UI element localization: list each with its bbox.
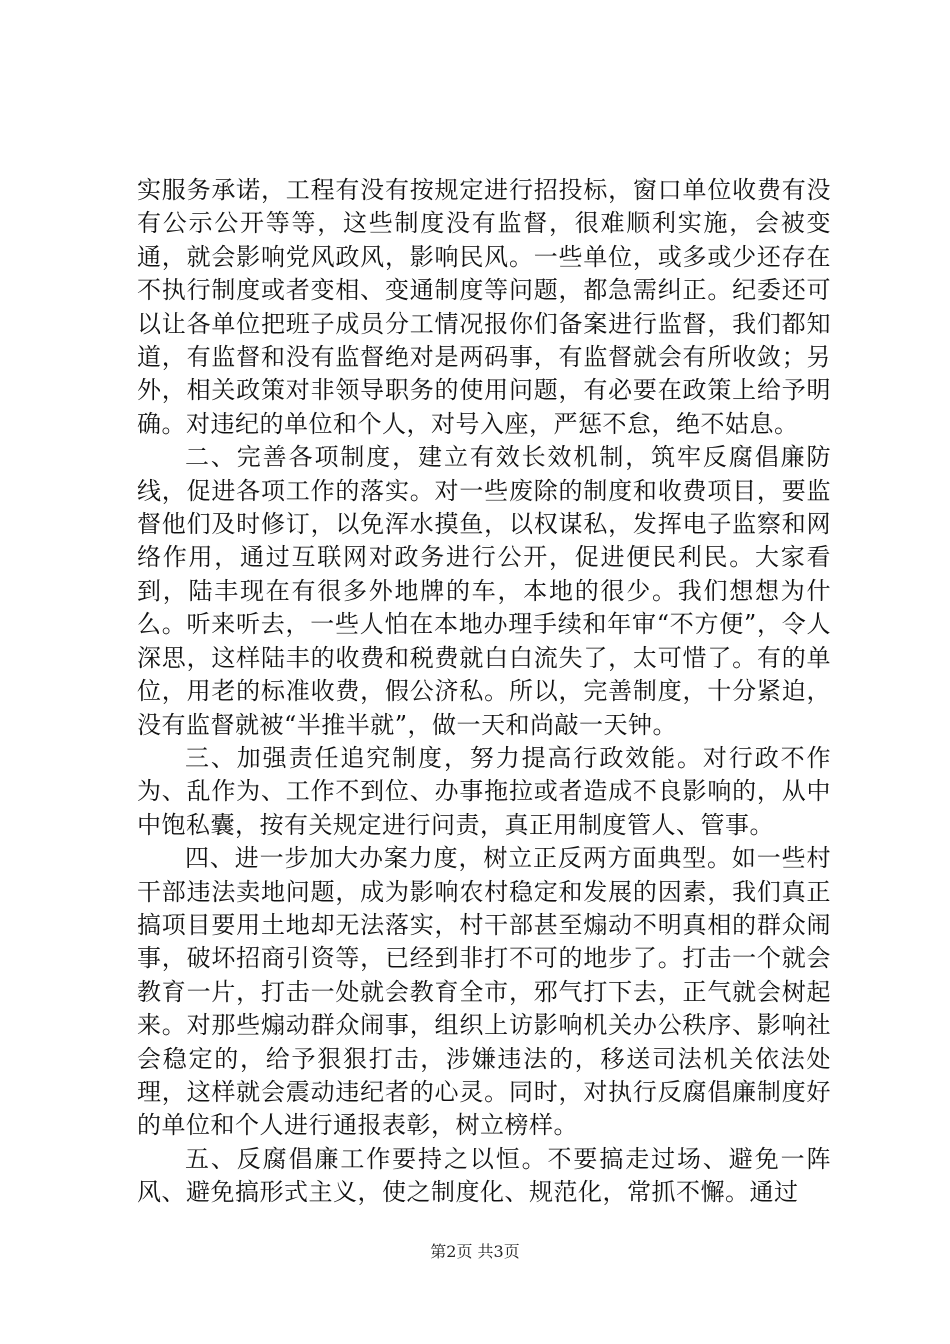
paragraph-section-3: 三、加强责任追究制度，努力提高行政效能。对行政不作为、乱作为、工作不到位、办事拖拉或者造成不良影响的，从中中饱私囊，按有关规定进行问责，真正用制度管人、管事。	[137, 743, 831, 839]
paragraph-section-4: 四、进一步加大办案力度，树立正反两方面典型。如一些村干部违法卖地问题，成为影响农村稳定和发展的因素，我们真正搞项目要用土地却无法落实，村干部甚至煽动不明真相的群众闹事，破坏招商引资等，已经到非打不可的地步了。打击一个就会教育一片，打击一处就会教育全市，邪气打下去，正气就会树起来。对那些煽动群众闹事，组织上访影响机关办公秩序、影响社会稳定的，给予狠狠打击，涉嫌违法的，移送司法机关依法处理，这样就会震动违纪者的心灵。同时，对执行反腐倡廉制度好的单位和个人进行通报表彰，树立榜样。	[137, 844, 831, 1140]
paragraph-section-2: 二、完善各项制度，建立有效长效机制，筑牢反腐倡廉防线，促进各项工作的落实。对一些废除的制度和收费项目，要监督他们及时修订，以免浑水摸鱼，以权谋私，发挥电子监察和网络作用，通过互联网对政务进行公开，促进便民利民。大家看到，陆丰现在有很多外地牌的车，本地的很少。我们想想为什么。听来听去，一些人怕在本地办理手续和年审“不方便”，令人深思，这样陆丰的收费和税费就白白流失了，太可惜了。有的单位，用老的标准收费，假公济私。所以，完善制度，十分紧迫，没有监督就被“半推半就”，做一天和尚敲一天钟。	[137, 443, 831, 739]
paragraph-section-5: 五、反腐倡廉工作要持之以恒。不要搞走过场、避免一阵风、避免搞形式主义，使之制度化、规范化，常抓不懈。通过	[137, 1144, 831, 1207]
document-body	[137, 174, 831, 1210]
paragraph-continued: 实服务承诺，工程有没有按规定进行招投标，窗口单位收费有没有公示公开等等，这些制度没有监督，很难顺利实施，会被变通，就会影响党风政风，影响民风。一些单位，或多或少还存在不执行制度或者变相、变通制度等问题，都急需纠正。纪委还可以让各单位把班子成员分工情况报你们备案进行监督，我们都知道，有监督和没有监督绝对是两码事，有监督就会有所收敛；另外，相关政策对非领导职务的使用问题，有必要在政策上给予明确。对违纪的单位和个人，对号入座，严惩不怠，绝不姑息。	[137, 176, 831, 438]
page-number-footer: 第2页 共3页	[430, 1242, 520, 1261]
